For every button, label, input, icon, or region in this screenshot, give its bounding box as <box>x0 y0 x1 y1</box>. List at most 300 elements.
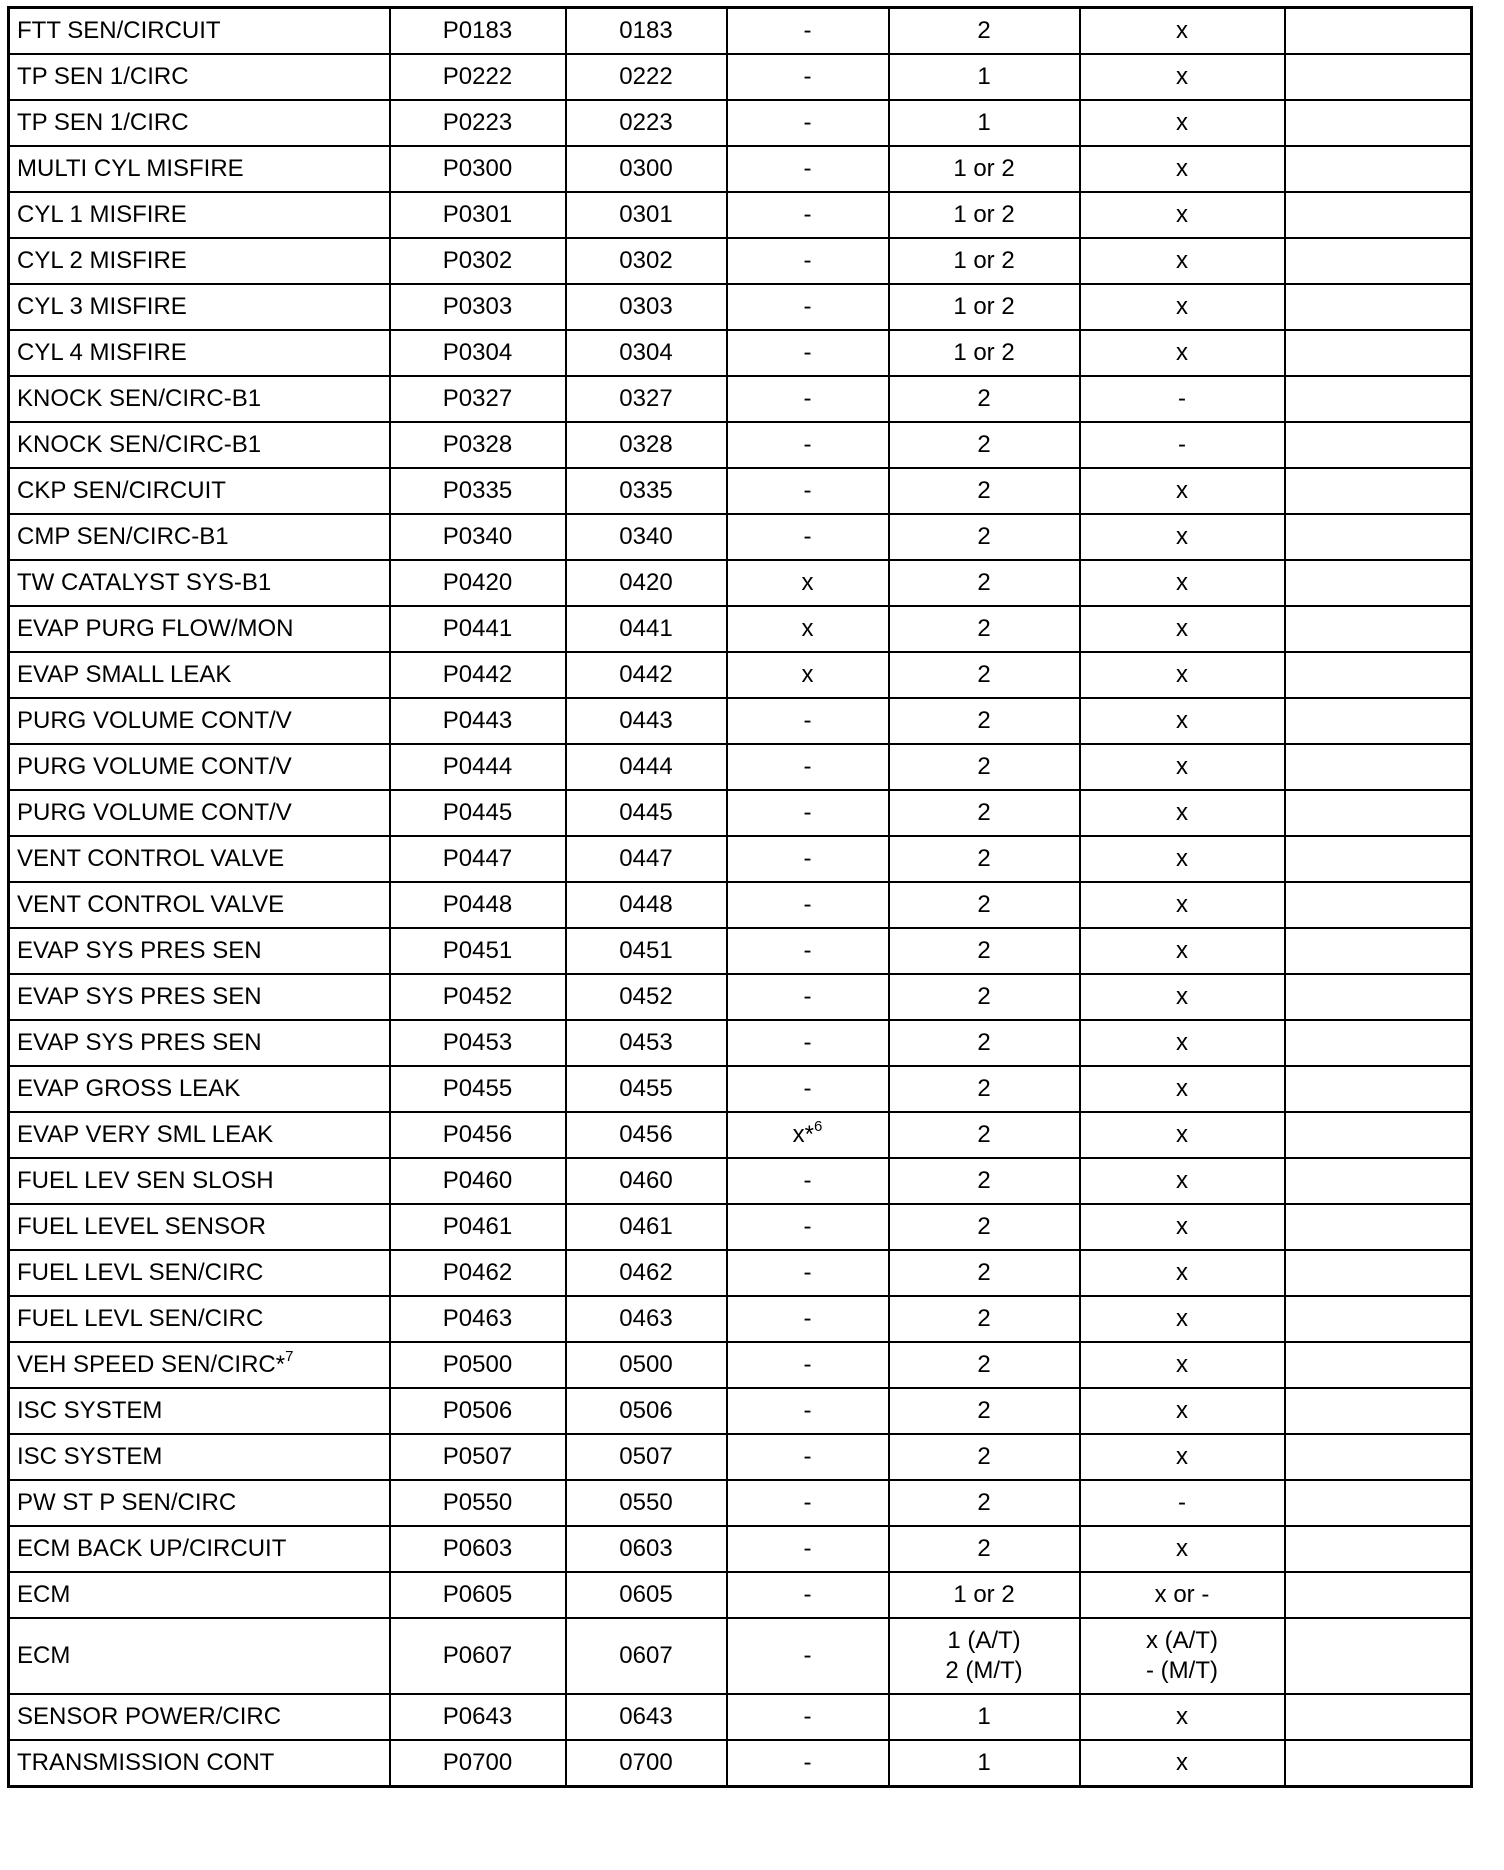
table-row <box>9 514 1472 560</box>
table-row <box>9 1250 1472 1296</box>
col4-cell-text: - <box>803 1213 812 1240</box>
trip-cell: 2 <box>889 606 1080 652</box>
col4-cell-text: - <box>803 477 812 504</box>
col4-cell <box>727 1250 889 1296</box>
item-cell <box>9 1526 390 1572</box>
col7-cell <box>1285 836 1472 882</box>
trip-cell: 2 <box>889 1066 1080 1112</box>
table-row <box>9 1526 1472 1572</box>
item-cell-text: KNOCK SEN/CIRC-B1 <box>17 431 262 458</box>
col4-cell-text: - <box>803 431 812 458</box>
col4-cell-text: - <box>803 799 812 826</box>
mil-cell: x <box>1080 514 1285 560</box>
dtc-cell: P0420 <box>390 560 566 606</box>
col4-cell <box>727 376 889 422</box>
dtc-cell: P0340 <box>390 514 566 560</box>
item-cell <box>9 330 390 376</box>
code-cell: 0507 <box>566 1434 727 1480</box>
trip-cell: 1 or 2 <box>889 238 1080 284</box>
col4-cell <box>727 146 889 192</box>
col4-cell-text: - <box>803 1075 812 1102</box>
item-cell <box>9 1434 390 1480</box>
col7-cell <box>1285 744 1472 790</box>
item-cell <box>9 422 390 468</box>
col7-cell <box>1285 192 1472 238</box>
col4-cell <box>727 928 889 974</box>
col4-cell <box>727 1296 889 1342</box>
col4-cell <box>727 1066 889 1112</box>
trip-cell: 2 <box>889 882 1080 928</box>
dtc-cell: P0453 <box>390 1020 566 1066</box>
dtc-cell: P0303 <box>390 284 566 330</box>
mil-cell: x <box>1080 974 1285 1020</box>
code-cell: 0223 <box>566 100 727 146</box>
col7-cell <box>1285 882 1472 928</box>
item-cell <box>9 1250 390 1296</box>
dtc-cell: P0456 <box>390 1112 566 1158</box>
table-row <box>9 744 1472 790</box>
dtc-cell: P0461 <box>390 1204 566 1250</box>
code-cell: 0445 <box>566 790 727 836</box>
code-cell: 0222 <box>566 54 727 100</box>
mil-cell: x <box>1080 1740 1285 1787</box>
item-cell-text: ISC SYSTEM <box>17 1397 163 1424</box>
col7-cell <box>1285 54 1472 100</box>
item-cell-text: EVAP PURG FLOW/MON <box>17 615 294 642</box>
code-cell: 0328 <box>566 422 727 468</box>
item-cell-text: TW CATALYST SYS-B1 <box>17 569 272 596</box>
mil-cell: x <box>1080 468 1285 514</box>
table-row <box>9 1066 1472 1112</box>
col4-cell <box>727 238 889 284</box>
trip-cell: 2 <box>889 1020 1080 1066</box>
trip-cell: 2 <box>889 836 1080 882</box>
trip-cell: 2 <box>889 376 1080 422</box>
trip-cell: 2 <box>889 1204 1080 1250</box>
col4-cell-text: - <box>803 937 812 964</box>
col4-cell <box>727 330 889 376</box>
col4-cell <box>727 100 889 146</box>
item-cell-text: TP SEN 1/CIRC <box>17 63 189 90</box>
item-cell <box>9 514 390 560</box>
table-row <box>9 238 1472 284</box>
item-cell-text: TRANSMISSION CONT <box>17 1749 275 1776</box>
code-cell: 0550 <box>566 1480 727 1526</box>
dtc-cell: P0507 <box>390 1434 566 1480</box>
code-cell: 0451 <box>566 928 727 974</box>
mil-cell: x <box>1080 1342 1285 1388</box>
item-cell <box>9 1066 390 1112</box>
col7-cell <box>1285 8 1472 55</box>
col4-cell <box>727 514 889 560</box>
item-cell <box>9 1296 390 1342</box>
table-row <box>9 1388 1472 1434</box>
item-cell-text: MULTI CYL MISFIRE <box>17 155 244 182</box>
trip-cell: 1 <box>889 54 1080 100</box>
col4-cell-text: - <box>803 1749 812 1776</box>
item-cell-text: VENT CONTROL VALVE <box>17 845 285 872</box>
col7-cell <box>1285 468 1472 514</box>
dtc-table <box>7 6 1473 1788</box>
code-cell: 0302 <box>566 238 727 284</box>
table-row <box>9 1480 1472 1526</box>
mil-cell: x <box>1080 330 1285 376</box>
mil-cell: x <box>1080 1020 1285 1066</box>
col7-cell <box>1285 1158 1472 1204</box>
col4-cell-text: - <box>803 155 812 182</box>
col7-cell <box>1285 1694 1472 1740</box>
mil-cell: x <box>1080 698 1285 744</box>
item-cell-text: SENSOR POWER/CIRC <box>17 1703 282 1730</box>
item-cell <box>9 744 390 790</box>
dtc-cell: P0442 <box>390 652 566 698</box>
item-cell <box>9 560 390 606</box>
code-cell: 0605 <box>566 1572 727 1618</box>
code-cell: 0455 <box>566 1066 727 1112</box>
code-cell: 0607 <box>566 1618 727 1694</box>
col7-cell <box>1285 1204 1472 1250</box>
item-cell <box>9 1020 390 1066</box>
col7-cell <box>1285 100 1472 146</box>
mil-cell: x <box>1080 1112 1285 1158</box>
code-cell: 0420 <box>566 560 727 606</box>
code-cell: 0700 <box>566 1740 727 1787</box>
table-row <box>9 790 1472 836</box>
trip-cell: 2 <box>889 790 1080 836</box>
mil-cell: x <box>1080 1204 1285 1250</box>
code-cell: 0301 <box>566 192 727 238</box>
item-cell <box>9 146 390 192</box>
trip-cell: 2 <box>889 1112 1080 1158</box>
table-row <box>9 928 1472 974</box>
item-cell <box>9 1342 390 1388</box>
item-cell <box>9 468 390 514</box>
col4-cell <box>727 1572 889 1618</box>
item-cell-text: CKP SEN/CIRCUIT <box>17 477 226 504</box>
item-cell <box>9 836 390 882</box>
code-cell: 0463 <box>566 1296 727 1342</box>
code-cell: 0506 <box>566 1388 727 1434</box>
col4-cell <box>727 284 889 330</box>
dtc-cell: P0500 <box>390 1342 566 1388</box>
col4-cell <box>727 974 889 1020</box>
code-cell: 0462 <box>566 1250 727 1296</box>
trip-cell: 2 <box>889 468 1080 514</box>
col4-cell-text: - <box>803 1581 812 1608</box>
col4-cell-text: - <box>803 753 812 780</box>
mil-cell: x <box>1080 606 1285 652</box>
item-cell-text: KNOCK SEN/CIRC-B1 <box>17 385 262 412</box>
col4-cell-text: - <box>803 109 812 136</box>
table-row <box>9 54 1472 100</box>
dtc-cell: P0304 <box>390 330 566 376</box>
trip-cell: 2 <box>889 422 1080 468</box>
trip-cell: 1 or 2 <box>889 284 1080 330</box>
col7-cell <box>1285 1480 1472 1526</box>
col7-cell <box>1285 928 1472 974</box>
col4-cell-text: - <box>803 1642 812 1669</box>
item-cell-text: FUEL LEVL SEN/CIRC <box>17 1305 264 1332</box>
trip-cell-line: 1 (A/T) <box>947 1627 1021 1654</box>
item-cell-text: FUEL LEV SEN SLOSH <box>17 1167 274 1194</box>
mil-cell: - <box>1080 376 1285 422</box>
col4-cell-text: - <box>803 523 812 550</box>
item-cell-text: ECM <box>17 1642 71 1669</box>
col7-cell <box>1285 330 1472 376</box>
col4-cell <box>727 1158 889 1204</box>
item-cell-text: VEH SPEED SEN/CIRC* <box>17 1351 286 1378</box>
trip-cell: 2 <box>889 1388 1080 1434</box>
col4-cell-text: - <box>803 1703 812 1730</box>
table-row <box>9 146 1472 192</box>
dtc-cell: P0183 <box>390 8 566 55</box>
col4-cell <box>727 744 889 790</box>
col7-cell <box>1285 1434 1472 1480</box>
col4-cell <box>727 468 889 514</box>
item-cell <box>9 1572 390 1618</box>
item-cell-text: CYL 4 MISFIRE <box>17 339 187 366</box>
mil-cell: x <box>1080 1694 1285 1740</box>
col4-cell <box>727 8 889 55</box>
col7-cell <box>1285 698 1472 744</box>
dtc-cell: P0700 <box>390 1740 566 1787</box>
item-cell <box>9 652 390 698</box>
mil-cell: x <box>1080 882 1285 928</box>
col4-cell <box>727 54 889 100</box>
col4-cell-text: - <box>803 1535 812 1562</box>
item-cell <box>9 790 390 836</box>
trip-cell: 2 <box>889 928 1080 974</box>
dtc-cell: P0444 <box>390 744 566 790</box>
col4-cell <box>727 698 889 744</box>
item-cell-text: CYL 2 MISFIRE <box>17 247 187 274</box>
col7-cell <box>1285 1618 1472 1694</box>
dtc-cell: P0603 <box>390 1526 566 1572</box>
table-row <box>9 1112 1472 1158</box>
table-row <box>9 330 1472 376</box>
mil-cell: x <box>1080 928 1285 974</box>
col4-cell <box>727 882 889 928</box>
col7-cell <box>1285 974 1472 1020</box>
trip-cell: 1 or 2 <box>889 330 1080 376</box>
col7-cell <box>1285 1020 1472 1066</box>
col4-cell <box>727 652 889 698</box>
col4-cell-text: - <box>803 845 812 872</box>
dtc-cell: P0327 <box>390 376 566 422</box>
col7-cell <box>1285 560 1472 606</box>
col4-cell <box>727 1342 889 1388</box>
table-row <box>9 836 1472 882</box>
table-row <box>9 468 1472 514</box>
col4-cell <box>727 192 889 238</box>
col4-cell-text: - <box>803 1259 812 1286</box>
col4-cell-text: - <box>803 201 812 228</box>
item-cell-text: FUEL LEVL SEN/CIRC <box>17 1259 264 1286</box>
col4-cell <box>727 422 889 468</box>
table-row <box>9 652 1472 698</box>
table-row <box>9 1572 1472 1618</box>
col4-cell-text: x <box>801 569 814 596</box>
item-cell-text: FTT SEN/CIRCUIT <box>17 17 221 44</box>
trip-cell: 2 <box>889 1526 1080 1572</box>
item-cell <box>9 698 390 744</box>
trip-cell: 1 or 2 <box>889 146 1080 192</box>
code-cell: 0453 <box>566 1020 727 1066</box>
mil-cell: x <box>1080 192 1285 238</box>
mil-cell: x <box>1080 1158 1285 1204</box>
item-cell-text: CMP SEN/CIRC-B1 <box>17 523 229 550</box>
table-row <box>9 1434 1472 1480</box>
dtc-cell: P0506 <box>390 1388 566 1434</box>
col4-cell-text: x <box>801 615 814 642</box>
trip-cell: 2 <box>889 1480 1080 1526</box>
item-cell-text: EVAP SYS PRES SEN <box>17 983 262 1010</box>
item-cell-text: ISC SYSTEM <box>17 1443 163 1470</box>
item-cell <box>9 974 390 1020</box>
col7-cell <box>1285 238 1472 284</box>
col4-cell <box>727 606 889 652</box>
mil-cell: x <box>1080 744 1285 790</box>
item-cell <box>9 1694 390 1740</box>
col7-cell <box>1285 1388 1472 1434</box>
mil-cell: x <box>1080 1434 1285 1480</box>
col4-cell <box>727 1526 889 1572</box>
mil-cell: x <box>1080 836 1285 882</box>
item-cell-text: TP SEN 1/CIRC <box>17 109 189 136</box>
col7-cell <box>1285 1740 1472 1787</box>
trip-cell: 1 <box>889 1740 1080 1787</box>
table-row <box>9 1342 1472 1388</box>
item-cell <box>9 1618 390 1694</box>
mil-cell: x <box>1080 100 1285 146</box>
code-cell: 0327 <box>566 376 727 422</box>
dtc-cell: P0302 <box>390 238 566 284</box>
col4-cell <box>727 836 889 882</box>
item-cell <box>9 238 390 284</box>
col4-cell-text: - <box>803 1397 812 1424</box>
code-cell: 0456 <box>566 1112 727 1158</box>
code-cell: 0441 <box>566 606 727 652</box>
dtc-cell: P0448 <box>390 882 566 928</box>
trip-cell: 2 <box>889 1250 1080 1296</box>
col7-cell <box>1285 422 1472 468</box>
table-row <box>9 422 1472 468</box>
col4-cell-text: - <box>803 247 812 274</box>
mil-cell <box>1080 1618 1285 1694</box>
mil-cell: x <box>1080 1296 1285 1342</box>
mil-cell: x <box>1080 238 1285 284</box>
mil-cell: x <box>1080 1250 1285 1296</box>
col4-cell-text: - <box>803 1489 812 1516</box>
col7-cell <box>1285 1296 1472 1342</box>
col7-cell <box>1285 1342 1472 1388</box>
mil-cell: x <box>1080 54 1285 100</box>
code-cell: 0300 <box>566 146 727 192</box>
trip-cell: 2 <box>889 744 1080 790</box>
col7-cell <box>1285 146 1472 192</box>
item-cell-text: PURG VOLUME CONT/V <box>17 753 292 780</box>
dtc-cell: P0328 <box>390 422 566 468</box>
trip-cell-line: 2 (M/T) <box>945 1657 1023 1684</box>
col4-cell <box>727 1204 889 1250</box>
item-cell-text: PW ST P SEN/CIRC <box>17 1489 237 1516</box>
mil-cell: x <box>1080 1066 1285 1112</box>
item-cell-text: EVAP SYS PRES SEN <box>17 1029 262 1056</box>
code-cell: 0447 <box>566 836 727 882</box>
item-cell-text: CYL 3 MISFIRE <box>17 293 187 320</box>
mil-cell: x or - <box>1080 1572 1285 1618</box>
table-row <box>9 606 1472 652</box>
code-cell: 0183 <box>566 8 727 55</box>
dtc-table-body <box>9 8 1472 1787</box>
col7-cell <box>1285 1066 1472 1112</box>
trip-cell: 1 or 2 <box>889 192 1080 238</box>
item-cell <box>9 1158 390 1204</box>
col4-cell-text: - <box>803 339 812 366</box>
item-cell <box>9 882 390 928</box>
col4-cell-text: - <box>803 1305 812 1332</box>
item-cell-text: ECM <box>17 1581 71 1608</box>
item-cell-text: EVAP VERY SML LEAK <box>17 1121 274 1148</box>
col4-cell-text: - <box>803 1167 812 1194</box>
item-cell <box>9 1480 390 1526</box>
dtc-cell: P0335 <box>390 468 566 514</box>
item-cell <box>9 54 390 100</box>
code-cell: 0643 <box>566 1694 727 1740</box>
col4-cell-text: x <box>801 661 814 688</box>
mil-cell: x <box>1080 1388 1285 1434</box>
col4-cell <box>727 1434 889 1480</box>
table-row <box>9 1694 1472 1740</box>
col4-cell-text: - <box>803 891 812 918</box>
col4-cell-text: - <box>803 1029 812 1056</box>
col4-cell-text: - <box>803 707 812 734</box>
col4-cell <box>727 1020 889 1066</box>
trip-cell: 1 or 2 <box>889 1572 1080 1618</box>
trip-cell: 2 <box>889 1158 1080 1204</box>
dtc-cell: P0222 <box>390 54 566 100</box>
trip-cell: 2 <box>889 514 1080 560</box>
table-row <box>9 974 1472 1020</box>
col4-cell <box>727 1618 889 1694</box>
mil-cell-line: x (A/T) <box>1146 1627 1218 1654</box>
table-row <box>9 1618 1472 1694</box>
item-cell <box>9 1388 390 1434</box>
dtc-cell: P0460 <box>390 1158 566 1204</box>
col7-cell <box>1285 606 1472 652</box>
col7-cell <box>1285 1112 1472 1158</box>
code-cell: 0448 <box>566 882 727 928</box>
table-row <box>9 1020 1472 1066</box>
col4-cell <box>727 1112 889 1158</box>
item-cell <box>9 284 390 330</box>
table-row <box>9 1296 1472 1342</box>
table-row <box>9 1204 1472 1250</box>
trip-cell: 2 <box>889 1342 1080 1388</box>
col4-cell-text: - <box>803 385 812 412</box>
dtc-cell: P0463 <box>390 1296 566 1342</box>
dtc-cell: P0605 <box>390 1572 566 1618</box>
dtc-cell: P0443 <box>390 698 566 744</box>
dtc-cell: P0441 <box>390 606 566 652</box>
code-cell: 0500 <box>566 1342 727 1388</box>
col4-cell-text: - <box>803 983 812 1010</box>
item-cell-text: EVAP GROSS LEAK <box>17 1075 241 1102</box>
col7-cell <box>1285 376 1472 422</box>
code-cell: 0452 <box>566 974 727 1020</box>
col7-cell <box>1285 1572 1472 1618</box>
item-cell <box>9 192 390 238</box>
